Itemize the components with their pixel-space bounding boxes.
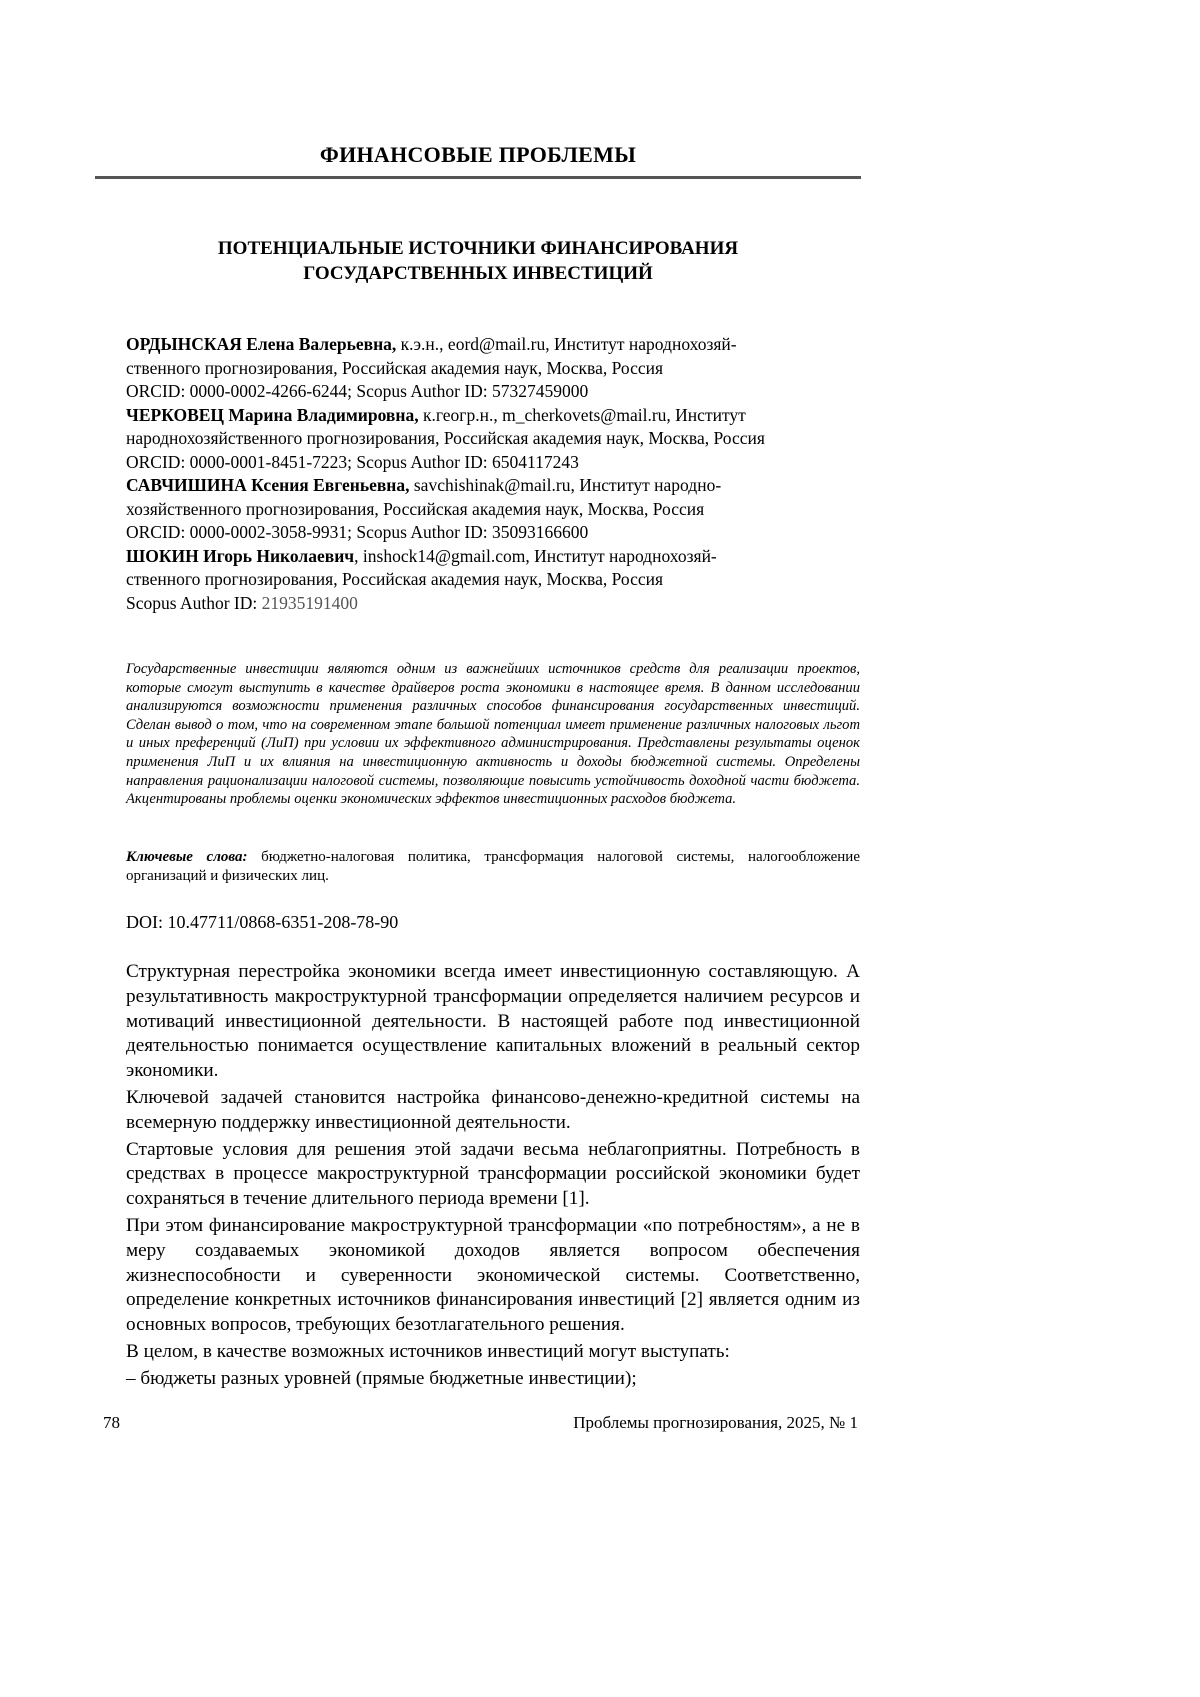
author-ids: ORCID: 0000-0002-3058-9931; Scopus Author ID: 35093166600 <box>126 522 589 542</box>
journal-footer: Проблемы прогнозирования, 2025, № 1 <box>573 1413 858 1432</box>
body-paragraph: Ключевой задачей становится настройка финансово-денежно-кредитной системы на всемерную поддержку инвестиционной деятельности. <box>126 1086 860 1133</box>
article-title-line-2: ГОСУДАРСТВЕННЫХ ИНВЕСТИЦИЙ <box>303 263 653 284</box>
author-ids: ORCID: 0000-0002-4266-6244; Scopus Author ID: 57327459000 <box>126 381 589 401</box>
author-affiliation-continued: народнохозяйственного прогнозирования, Российская академия наук, Москва, Россия <box>126 428 765 448</box>
authors-block <box>126 333 832 615</box>
body-paragraph: При этом финансирование макроструктурной трансформации «по потребностям», а не в меру создаваемых экономикой доходов является вопросом обеспечения жизнеспособности и суверенности экономической системы. Соответственно, определение конкретных источников финансирования инвестиций [2] является одним из основных вопросов, требующих безотлагательного решения. <box>126 1214 860 1336</box>
author-ids: ORCID: 0000-0001-8451-7223; Scopus Author ID: 6504117243 <box>126 451 579 472</box>
doi: DOI: 10.47711/0868-6351-208-78-90 <box>126 912 399 932</box>
abstract: Государственные инвестиции являются одним из важнейших источников средств для реализации проектов, которые смогут выступить в качестве драйверов роста экономики в настоящее время. В данном исследовании анализируются возможности применения различных способов финансирования государственных инвестиций. Сделан вывод о том, что на современном этапе большой потенциал имеет применение различных налоговых льгот и иных преференций (ЛиП) при условии их эффективного администрирования. Представлены результаты оценок применения ЛиП и их влияния на инвестиционную активность и доходы бюджетной системы. Определены направления рационализации налоговой системы, позволяющие повысить устойчивость доходной части бюджета. Акцентированы проблемы оценки экономических эффектов инвестиционных расходов бюджета. <box>126 661 860 808</box>
author-affiliation: к.э.н., eord@mail.ru, Институт народнохозяй- <box>396 334 737 354</box>
body-paragraph: В целом, в качестве возможных источников инвестиций могут выступать: <box>126 1340 730 1362</box>
author-name: ЧЕРКОВЕЦ Марина Владимировна, <box>126 404 419 425</box>
list-item: – бюджеты разных уровней (прямые бюджетные инвестиции); <box>126 1367 637 1389</box>
author-ids-label: Scopus Author ID: <box>126 592 262 613</box>
author-affiliation-continued: ственного прогнозирования, Российская академия наук, Москва, Россия <box>126 357 664 378</box>
author-entry <box>126 545 832 616</box>
page-number: 78 <box>103 1413 120 1432</box>
keywords-label: Ключевые слова: <box>126 849 248 865</box>
article-title-line-1: ПОТЕНЦИАЛЬНЫЕ ИСТОЧНИКИ ФИНАНСИРОВАНИЯ <box>217 238 739 259</box>
author-affiliation: savchishinak@mail.ru, Институт народно- <box>409 475 722 495</box>
keywords-text: бюджетно-налоговая политика, трансформация налоговой системы, налогообложение организаций и физических лиц. <box>126 849 860 884</box>
author-affiliation: , inshock14@gmail.com, Институт народнохозяй- <box>354 545 717 566</box>
author-affiliation-continued: ственного прогнозирования, Российская академия наук, Москва, Россия <box>126 569 664 589</box>
author-affiliation: к.геогр.н., m_cherkovets@mail.ru, Институт <box>418 404 746 425</box>
author-entry <box>126 474 832 545</box>
author-name: САВЧИШИНА Ксения Евгеньевна, <box>126 475 410 495</box>
author-entry <box>126 404 832 475</box>
author-affiliation-continued: хозяйственного прогнозирования, Российская академия наук, Москва, Россия <box>126 498 705 519</box>
author-ids <box>126 592 832 616</box>
body-paragraph: Структурная перестройка экономики всегда имеет инвестиционную составляющую. А результативность макроструктурной трансформации определяется наличием ресурсов и мотиваций инвестиционной деятельности. В настоящей работе под инвестиционной деятельностью понимается осуществление капитальных вложений в реальный сектор экономики. <box>126 961 860 1082</box>
section-title: ФИНАНСОВЫЕ ПРОБЛЕМЫ <box>319 142 637 167</box>
author-entry <box>126 333 832 404</box>
keywords <box>126 848 860 885</box>
article-body <box>126 960 860 1394</box>
author-name: ОРДЫНСКАЯ Елена Валерьевна, <box>126 334 397 354</box>
author-ids-value: 21935191400 <box>261 592 358 613</box>
body-paragraph: Стартовые условия для решения этой задачи весьма неблагоприятны. Потребность в средствах в процессе макроструктурной трансформации российской экономики будет сохраняться в течение длительного периода времени [1]. <box>126 1138 860 1210</box>
author-name: ШОКИН Игорь Николаевич <box>126 545 355 566</box>
article-title <box>95 236 861 286</box>
section-divider <box>95 176 861 179</box>
